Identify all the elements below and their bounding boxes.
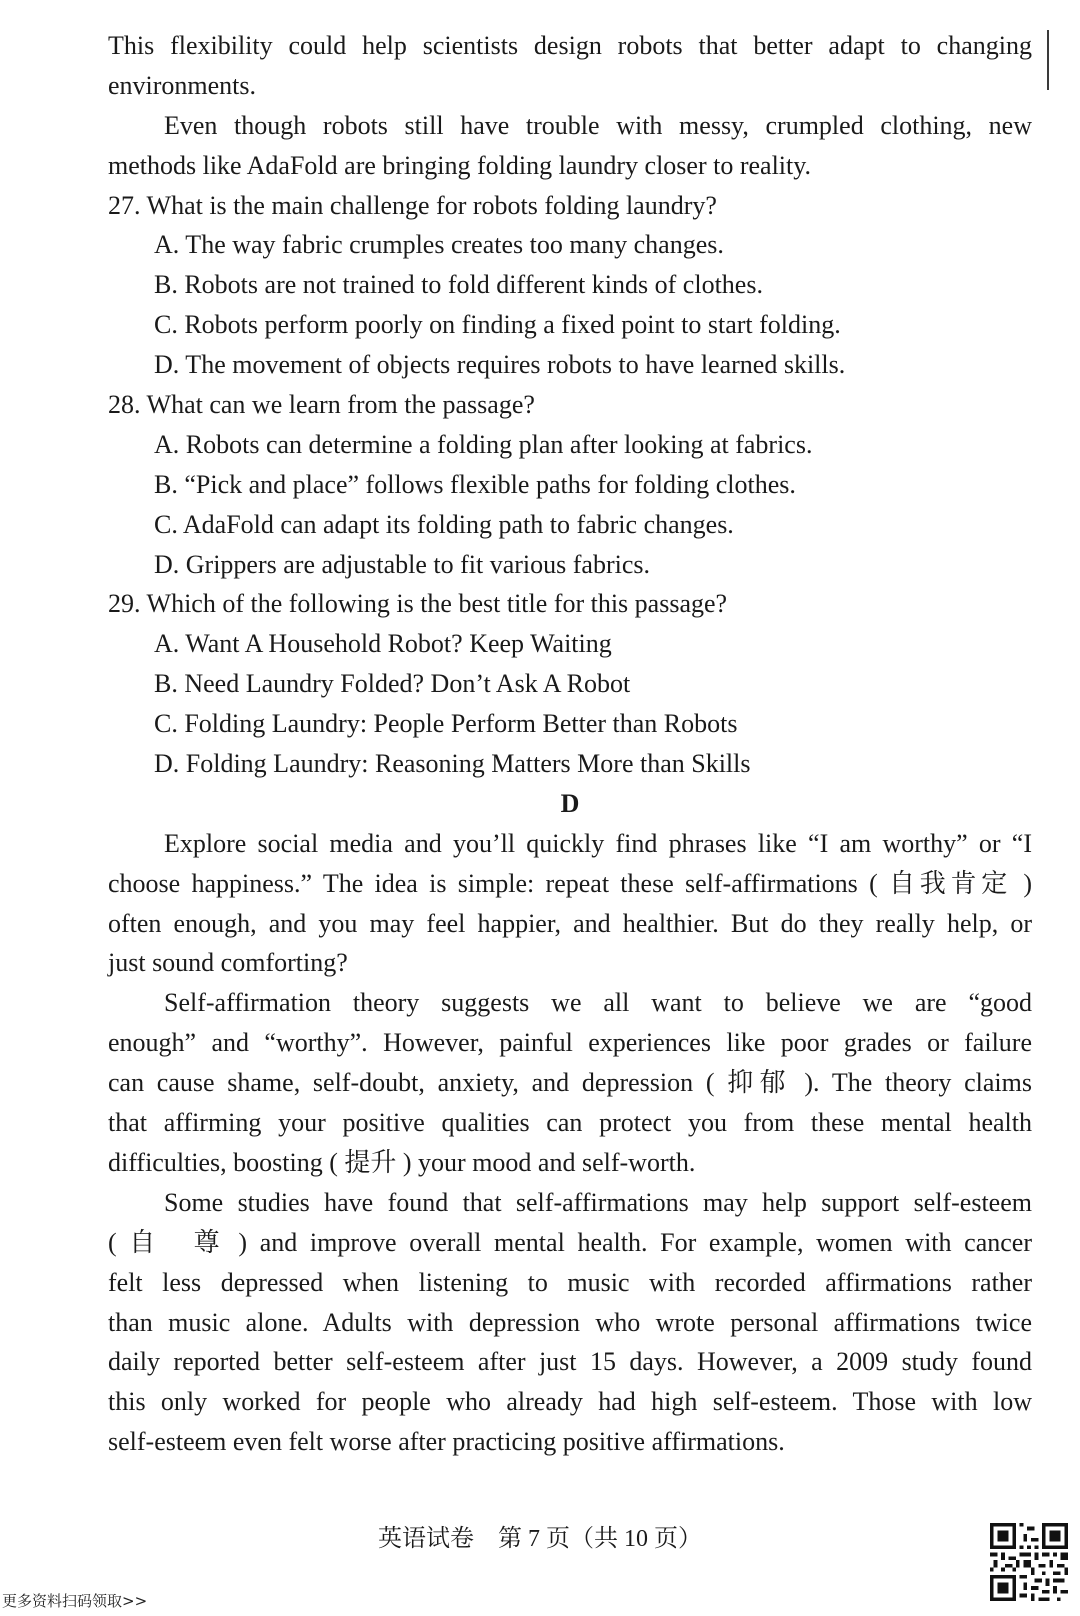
passage-line: self-esteem even felt worse after practicing positive affirmations. [108, 1427, 785, 1457]
passage-line: this only worked for people who already had high self-esteem. Those with low [108, 1387, 1032, 1417]
passage-line: ( 自 尊 ) and improve overall mental health. For example, women with cancer [108, 1227, 1032, 1257]
passage-line: Self-affirmation theory suggests we all want to believe we are “good [164, 988, 1032, 1018]
qr-code-icon[interactable] [990, 1523, 1068, 1601]
question-28 [108, 385, 1032, 584]
passage-line: can cause shame, self-doubt, anxiety, and depression ( 抑郁 ). The theory claims [108, 1068, 1032, 1098]
passage-line: choose happiness.” The idea is simple: repeat these self-affirmations ( 自我肯定 ) [108, 868, 1032, 898]
passage-line: methods like AdaFold are bringing folding laundry closer to reality. [108, 150, 812, 180]
option-c[interactable]: C. Folding Laundry: People Perform Better than Robots [154, 709, 738, 739]
option-b[interactable]: B. “Pick and place” follows flexible paths for folding clothes. [154, 469, 796, 499]
passage-line: Explore social media and you’ll quickly find phrases like “I am worthy” or “I [164, 828, 1032, 858]
passage-line: just sound comforting? [108, 948, 348, 978]
option-b[interactable]: B. Robots are not trained to fold different kinds of clothes. [154, 270, 763, 300]
page-footer: 英语试卷 第 7 页（共 10 页） [378, 1526, 702, 1552]
option-d[interactable]: D. Folding Laundry: Reasoning Matters More than Skills [154, 749, 751, 779]
passage-line: difficulties, boosting ( 提升 ) your mood and self-worth. [108, 1147, 696, 1177]
question-stem: 27. What is the main challenge for robots folding laundry? [108, 190, 717, 220]
passage-line: enough” and “worthy”. However, painful experiences like poor grades or failure [108, 1028, 1032, 1058]
option-a[interactable]: A. Want A Household Robot? Keep Waiting [154, 629, 612, 659]
question-29 [108, 584, 1032, 783]
option-d[interactable]: D. Grippers are adjustable to fit various fabrics. [154, 549, 651, 579]
passage-line: environments. [108, 70, 257, 100]
page-edge-rule [1047, 30, 1049, 90]
exam-page [108, 26, 1032, 1462]
option-c[interactable]: C. Robots perform poorly on finding a fixed point to start folding. [154, 310, 841, 340]
option-a[interactable]: A. The way fabric crumples creates too many changes. [154, 230, 724, 260]
question-stem: 29. Which of the following is the best title for this passage? [108, 589, 728, 619]
question-stem: 28. What can we learn from the passage? [108, 390, 535, 420]
passage-line: Even though robots still have trouble with messy, crumpled clothing, new [164, 110, 1032, 140]
passage-line: felt less depressed when listening to music with recorded affirmations rather [108, 1267, 1032, 1297]
passage-line: This flexibility could help scientists design robots that better adapt to changing [108, 31, 1032, 60]
more-resources-link[interactable]: 更多资料扫码领取>> [2, 1592, 148, 1610]
passage-line: daily reported better self-esteem after just 15 days. However, a 2009 study found [108, 1347, 1032, 1377]
passage-d [108, 824, 1032, 1462]
option-a[interactable]: A. Robots can determine a folding plan after looking at fabrics. [154, 429, 813, 459]
passage-line: than music alone. Adults with depression who wrote personal affirmations twice [108, 1307, 1032, 1337]
question-27 [108, 186, 1032, 385]
option-c[interactable]: C. AdaFold can adapt its folding path to fabric changes. [154, 509, 734, 539]
section-d-heading: D [560, 788, 580, 818]
option-d[interactable]: D. The movement of objects requires robots to have learned skills. [154, 350, 846, 380]
passage-line: Some studies have found that self-affirmations may help support self-esteem [164, 1187, 1032, 1217]
passage-c-ending [108, 26, 1032, 186]
passage-line: often enough, and you may feel happier, and healthier. But do they really help, or [108, 908, 1032, 938]
option-b[interactable]: B. Need Laundry Folded? Don’t Ask A Robot [154, 669, 631, 699]
passage-line: that affirming your positive qualities can protect you from these mental health [108, 1108, 1032, 1138]
